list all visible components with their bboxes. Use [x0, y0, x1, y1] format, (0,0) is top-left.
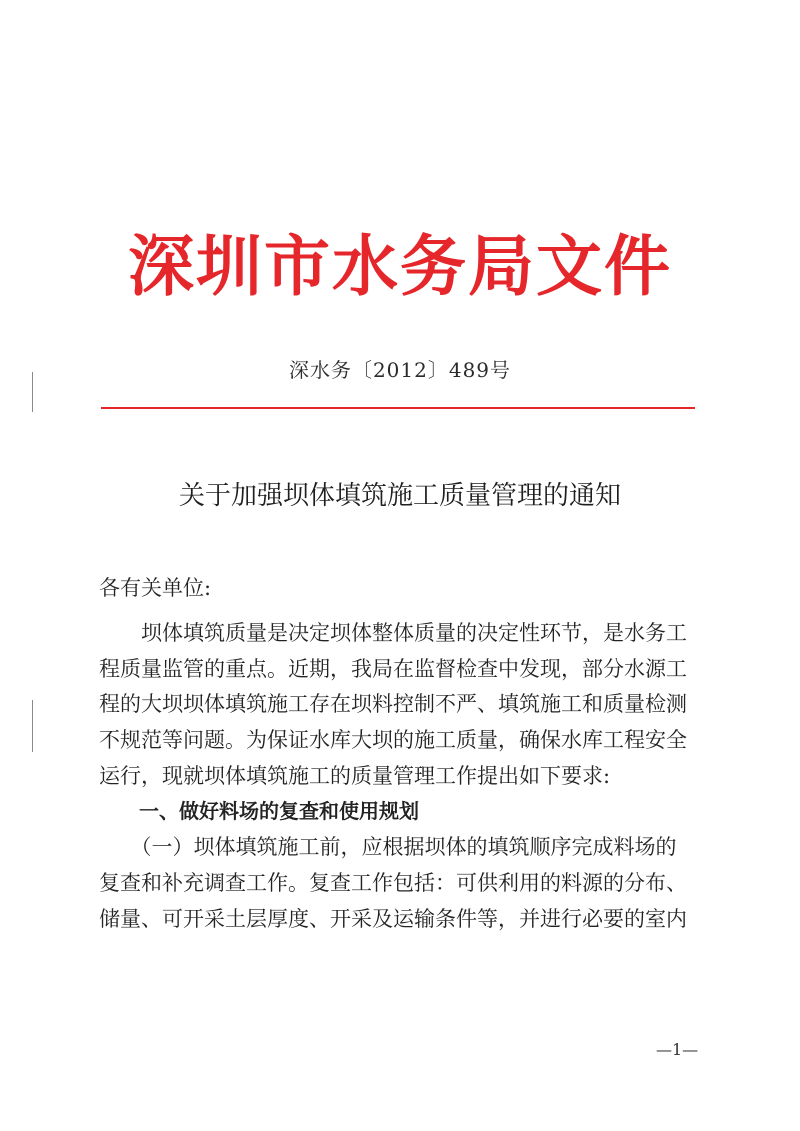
notice-title: 关于加强坝体填筑施工质量管理的通知: [178, 481, 621, 511]
document-number: 深水务〔2012〕489号: [288, 358, 512, 382]
salutation: 各有关单位:: [99, 576, 212, 600]
body-line: 储量、可开采土层厚度、开采及运输条件等，并进行必要的室内: [99, 906, 687, 931]
red-divider-line: [101, 407, 695, 409]
body-line: （一）坝体填筑施工前，应根据坝体的填筑顺序完成料场的: [99, 835, 677, 860]
page-number: —1—: [656, 1040, 699, 1059]
body-line: 程的大坝坝体填筑施工存在坝料控制不严、填筑施工和质量检测: [99, 692, 687, 717]
body-line: 运行，现就坝体填筑施工的质量管理工作提出如下要求:: [99, 763, 611, 788]
body-line: 程质量监管的重点。近期，我局在监督检查中发现，部分水源工: [99, 656, 687, 681]
body-line: 复查和补充调查工作。复查工作包括：可供利用的料源的分布、: [99, 870, 687, 895]
body-line: 坝体填筑质量是决定坝体整体质量的决定性环节，是水务工: [99, 621, 687, 645]
scan-margin-mark: [32, 700, 33, 752]
section-heading: 一、做好料场的复查和使用规划: [99, 799, 419, 824]
body-line: 不规范等问题。为保证水库大坝的施工质量，确保水库工程安全: [99, 728, 687, 753]
body-text: [99, 616, 719, 937]
agency-title: 深圳市水务局文件: [128, 227, 672, 305]
